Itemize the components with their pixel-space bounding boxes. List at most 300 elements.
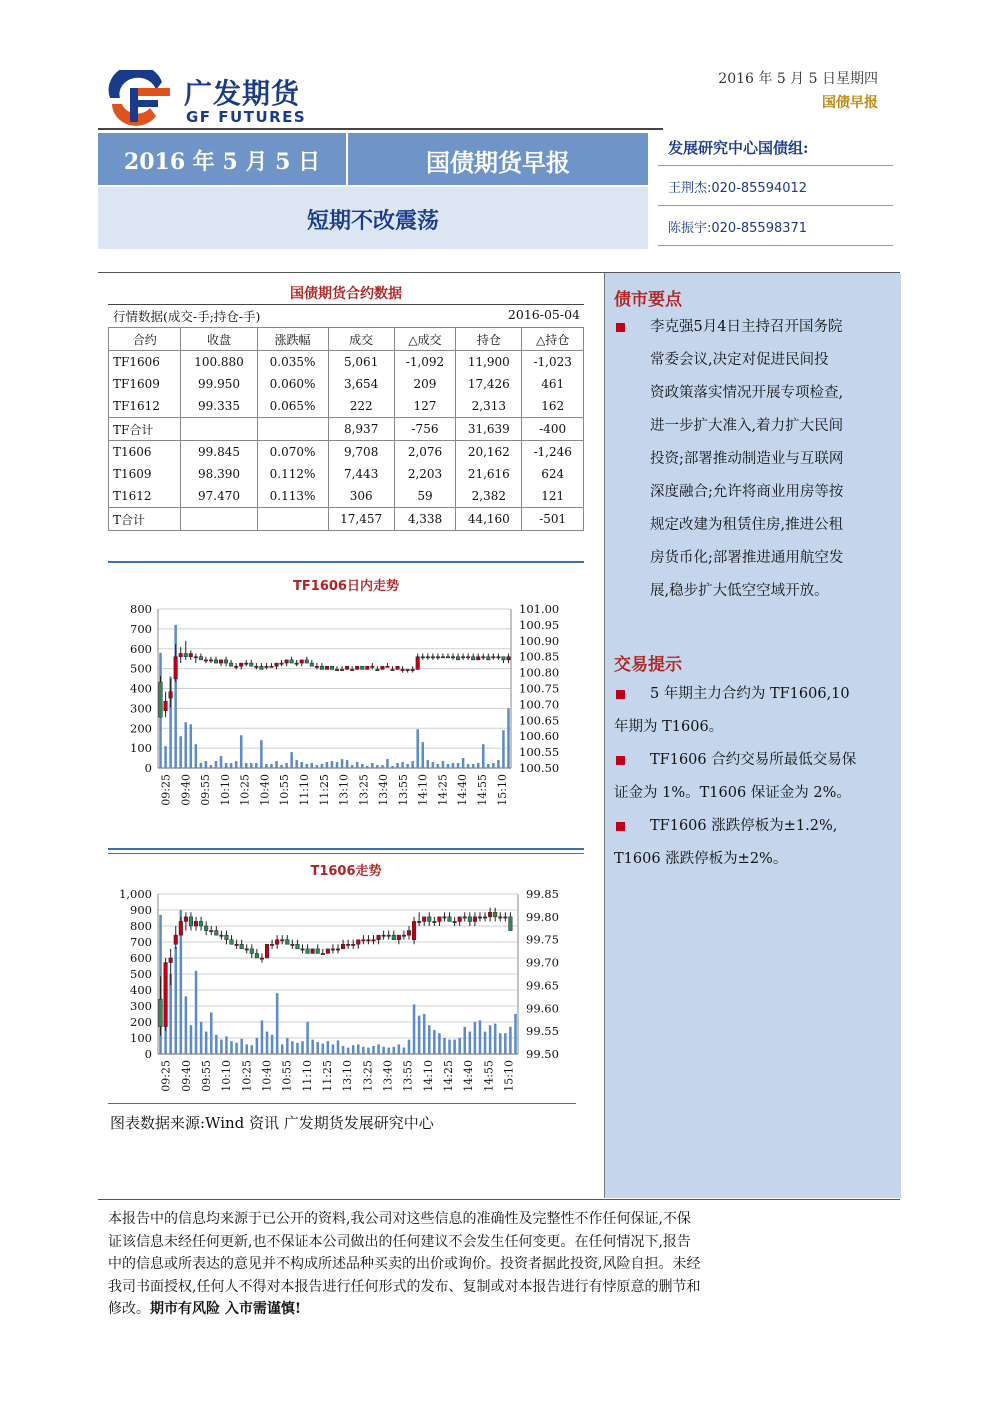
main-bottom-rule [98, 1199, 900, 1200]
contact-divider [658, 165, 893, 166]
table-cell: 98.390 [181, 463, 257, 485]
volume-bar [482, 744, 485, 768]
volume-bar [367, 1048, 370, 1054]
y2-tick-label: 101.00 [519, 602, 560, 616]
table-cell: -501 [522, 508, 584, 531]
x-tick-label: 14:10 [416, 774, 430, 806]
volume-bar [291, 1041, 294, 1054]
candle-body [468, 917, 472, 922]
candle-body [179, 921, 183, 935]
volume-bar [428, 1025, 431, 1054]
candle-body [396, 666, 400, 669]
trading-tip-line [614, 810, 896, 843]
x-tick-label: 13:10 [337, 774, 351, 806]
y-tick-label: 0 [144, 761, 152, 775]
volume-bar [499, 1033, 502, 1054]
table-cell: -756 [394, 418, 456, 441]
candle-body [498, 917, 502, 918]
candle-body [179, 654, 183, 657]
x-tick-label: 09:55 [199, 1060, 213, 1092]
table-row [109, 395, 584, 418]
table-subheader-left: 行情数据(成交-手;持仓-手) [113, 309, 261, 324]
trading-tip-line [614, 744, 896, 777]
y-tick-label: 600 [130, 951, 152, 965]
candle-body [204, 660, 208, 661]
y-tick-label: 100 [130, 741, 152, 756]
table-cell: 121 [522, 485, 584, 508]
candle-body [306, 949, 310, 954]
candle-body [215, 931, 219, 936]
volume-bar [265, 764, 268, 768]
candle-body [245, 949, 249, 950]
table-cell: 5,061 [328, 351, 394, 374]
table-cell: 3,654 [328, 373, 394, 395]
logo-english-name: GF FUTURES [186, 108, 307, 126]
y2-tick-label: 100.55 [519, 745, 560, 760]
candle-body [341, 944, 345, 949]
candle-body [220, 935, 224, 936]
x-tick-label: 14:40 [456, 774, 470, 806]
volume-bar [215, 1035, 218, 1054]
candle-body [392, 935, 396, 940]
candle-body [239, 663, 243, 666]
volume-bar [507, 708, 510, 768]
volume-bar [200, 763, 203, 768]
candle-body [255, 953, 259, 958]
volume-bar [458, 1038, 461, 1054]
y2-tick-label: 99.50 [526, 1047, 559, 1061]
y2-tick-label: 100.95 [519, 617, 560, 632]
volume-bar [391, 766, 394, 768]
candle-body [471, 657, 475, 660]
volume-bar [382, 1047, 385, 1054]
x-tick-label: 11:10 [297, 774, 311, 806]
table-title: 国债期货合约数据 [290, 286, 402, 302]
y-tick-label: 700 [130, 935, 152, 949]
candle-body [320, 666, 324, 669]
table-cell: 0.060% [257, 373, 328, 395]
x-tick-label: 14:25 [441, 1060, 455, 1092]
volume-bar [306, 1022, 309, 1054]
disclaimer-line [108, 1298, 868, 1321]
square-bullet-icon [616, 690, 625, 699]
table-cell: 0.113% [257, 485, 328, 508]
y2-tick-label: 99.80 [526, 909, 559, 924]
y-tick-label: 800 [130, 919, 152, 933]
volume-bar [457, 763, 460, 768]
candle-body [280, 663, 284, 664]
volume-bar [255, 763, 258, 768]
candle-body [174, 935, 178, 944]
volume-bar [326, 762, 329, 768]
trading-tip-line [614, 777, 896, 810]
table-row [109, 373, 584, 395]
bond-point-line [614, 509, 896, 542]
table-cell: T1606 [109, 441, 181, 464]
bond-point-text: 李克强5月4日主持召开国务院 [650, 319, 843, 335]
candle-body [360, 666, 364, 669]
candle-body [381, 666, 385, 669]
risk-warning: 期市有风险 入市需谨慎! [150, 1301, 302, 1317]
candle-body [275, 940, 279, 945]
x-tick-label: 11:10 [300, 1060, 314, 1092]
volume-bar [205, 761, 208, 768]
candle-body [427, 917, 431, 922]
candle-body [466, 657, 470, 658]
candle-body [416, 657, 420, 670]
table-cell: 99.845 [181, 441, 257, 464]
bond-market-points [614, 311, 896, 608]
candle-body [436, 657, 440, 658]
candle-body [355, 666, 359, 669]
candle-body [280, 940, 284, 941]
volume-bar [296, 1043, 299, 1054]
volume-bar [448, 1040, 451, 1054]
volume-bar [393, 1047, 396, 1054]
table-cell [181, 418, 257, 441]
volume-bar [230, 1041, 233, 1054]
volume-bar [179, 736, 182, 768]
candle-body [270, 666, 274, 667]
y-tick-label: 400 [130, 983, 152, 997]
x-tick-label: 13:25 [361, 1060, 375, 1092]
candle-body [509, 917, 513, 931]
table-cell: 59 [394, 485, 456, 508]
candle-body [386, 666, 390, 667]
volume-bar [361, 764, 364, 768]
table-cell: -1,246 [522, 441, 584, 464]
bond-point-text: 规定改建为租赁住房,推进公租 [650, 517, 844, 533]
volume-bar [321, 764, 324, 768]
candle-body [448, 917, 452, 922]
y2-tick-label: 100.75 [519, 681, 560, 696]
candle-body [366, 666, 370, 669]
y2-tick-label: 99.60 [526, 1001, 559, 1016]
volume-bar [281, 1044, 284, 1054]
volume-bar [408, 1040, 411, 1054]
candle-body [336, 949, 340, 950]
table-row [109, 418, 584, 441]
volume-bar [230, 763, 233, 768]
candle-body [219, 660, 223, 663]
chart2-top-rule-2 [108, 853, 584, 854]
x-tick-label: 13:55 [396, 774, 410, 806]
volume-bar [195, 744, 198, 768]
table-cell: 624 [522, 463, 584, 485]
volume-bar [174, 947, 177, 1054]
candle-body [235, 944, 239, 945]
table-cell: 2,203 [394, 463, 456, 485]
table-cell: 11,900 [456, 351, 522, 374]
bond-market-title: 债市要点 [614, 290, 682, 310]
candle-body [362, 940, 366, 941]
x-tick-label: 13:10 [341, 1060, 355, 1092]
square-bullet-icon [616, 822, 625, 831]
x-tick-label: 11:25 [320, 1060, 334, 1092]
bond-point-text: 常委会议,决定对促进民间投 [650, 352, 829, 368]
volume-bar [346, 760, 349, 768]
volume-bar [423, 1014, 426, 1054]
volume-bar [442, 761, 445, 768]
table-cell: 8,937 [328, 418, 394, 441]
table-cell: 222 [328, 395, 394, 418]
bond-point-line [614, 410, 896, 443]
y2-tick-label: 100.80 [519, 665, 560, 680]
candle-body [335, 669, 339, 670]
volume-bar [453, 1040, 456, 1054]
volume-bar [433, 1030, 436, 1054]
volume-bar [502, 730, 505, 768]
volume-bar [270, 764, 273, 768]
candle-body [357, 940, 361, 945]
y2-tick-label: 99.85 [526, 887, 559, 901]
team-name: 发展研究中心国债组: [668, 139, 809, 157]
table-cell: T1609 [109, 463, 181, 485]
table-cell [181, 508, 257, 531]
bond-point-text: 进一步扩大准入,着力扩大民间 [650, 418, 844, 434]
volume-bar [220, 1040, 223, 1054]
candle-body [504, 917, 508, 918]
x-tick-label: 10:55 [278, 774, 292, 806]
table-cell: 99.335 [181, 395, 257, 418]
volume-bar [484, 1032, 487, 1054]
y2-tick-label: 100.85 [519, 649, 560, 664]
volume-bar [403, 1048, 406, 1054]
y2-tick-label: 100.60 [519, 729, 560, 744]
candle-body [417, 921, 421, 922]
disclaimer-line: 中的信息或所表达的意见并不构成所述品种买卖的出价或询价。投资者据此投资,风险自担。未经 [108, 1256, 701, 1272]
trading-tip-text: 年期为 T1606。 [614, 719, 724, 735]
volume-bar [356, 762, 359, 768]
y-tick-label: 200 [130, 721, 152, 736]
table-cell: 2,076 [394, 441, 456, 464]
table-cell: 0.035% [257, 351, 328, 374]
volume-bar [337, 1040, 340, 1054]
y2-tick-label: 99.55 [526, 1024, 559, 1039]
table-cell: 0.070% [257, 441, 328, 464]
trading-tip-text: 证金为 1%。T1606 保证金为 2%。 [614, 785, 851, 801]
volume-bar [411, 761, 414, 768]
candle-body [422, 917, 426, 922]
candle-body [451, 657, 455, 658]
candle-body [311, 949, 315, 954]
candle-body [478, 917, 482, 918]
column-header: 收盘 [181, 328, 257, 351]
volume-bar [210, 765, 213, 768]
candle-body [376, 669, 380, 670]
x-tick-label: 13:40 [381, 1060, 395, 1092]
candle-body [463, 917, 467, 918]
candle-body [204, 926, 208, 931]
x-tick-label: 14:55 [482, 1060, 496, 1092]
candle-body [391, 669, 395, 670]
candle-body [387, 935, 391, 936]
volume-bar [342, 1046, 345, 1054]
candle-body [199, 657, 203, 660]
candle-body [326, 949, 330, 954]
volume-bar [398, 1044, 401, 1054]
volume-bar [316, 1042, 319, 1054]
bond-point-text: 投资;部署推动制造业与互联网 [650, 451, 844, 467]
chart1-top-rule [108, 561, 584, 563]
volume-bar [215, 761, 218, 768]
candle-body [265, 944, 269, 958]
candle-body [184, 917, 188, 922]
y-tick-label: 300 [130, 701, 152, 716]
candle-body [230, 940, 234, 945]
table-cell [257, 418, 328, 441]
volume-bar [387, 1048, 390, 1054]
volume-bar [509, 1027, 512, 1054]
trading-tips [614, 678, 896, 876]
candle-body [487, 657, 491, 660]
y-tick-label: 400 [130, 681, 152, 696]
disclaimer-line: 证该信息未经任何更新,也不保证本公司做出的任何建议不会发生任何变更。在任何情况下,报告 [108, 1233, 691, 1250]
table-cell: 9,708 [328, 441, 394, 464]
volume-bar [190, 1025, 193, 1054]
header-divider [98, 128, 663, 130]
x-tick-label: 11:25 [317, 774, 331, 806]
x-tick-label: 14:55 [475, 774, 489, 806]
volume-bar [190, 724, 193, 768]
volume-bar [245, 1044, 248, 1054]
volume-bar [371, 763, 374, 768]
volume-bar [357, 1044, 360, 1054]
candle-body [184, 654, 188, 657]
candle-body [412, 921, 416, 939]
table-cell: TF1606 [109, 351, 181, 374]
candle-body [350, 669, 354, 670]
bond-point-line [614, 443, 896, 476]
table-cell: 7,443 [328, 463, 394, 485]
candle-body [345, 666, 349, 669]
candle-body [159, 682, 163, 717]
volume-bar [352, 1045, 355, 1054]
volume-bar [195, 971, 198, 1054]
candle-body [174, 657, 178, 679]
trading-tip-line [614, 843, 896, 876]
candle-body [367, 940, 371, 941]
chart1-title: TF1606日内走势 [293, 579, 399, 594]
candle-body [260, 958, 264, 959]
table-cell: 44,160 [456, 508, 522, 531]
bond-point-line [614, 476, 896, 509]
table-cell: T合计 [109, 508, 181, 531]
candle-body [295, 663, 299, 664]
trading-tip-line [614, 678, 896, 711]
volume-bar [514, 1014, 517, 1054]
x-tick-label: 09:40 [179, 1060, 193, 1092]
candle-body [164, 701, 168, 711]
candle-body [169, 958, 173, 963]
candle-body [290, 660, 294, 663]
header-date: 2016 年 5 月 5 日星期四 [718, 71, 878, 87]
volume-bar [261, 1020, 264, 1054]
table-cell: 2,382 [456, 485, 522, 508]
volume-bar [497, 760, 500, 768]
column-header: 成交 [328, 328, 394, 351]
candle-body [244, 663, 248, 664]
candle-body [331, 949, 335, 950]
trading-tip-text: 5 年期主力合约为 TF1606,10 [650, 686, 850, 702]
y-tick-label: 300 [130, 999, 152, 1013]
candle-body [260, 666, 264, 669]
candle-body [456, 657, 460, 660]
candle-body [493, 912, 497, 917]
x-tick-label: 10:55 [280, 1060, 294, 1092]
candle-body [481, 657, 485, 658]
candle-body [325, 666, 329, 669]
bond-point-line [614, 311, 896, 344]
volume-bar [240, 1039, 243, 1054]
candle-body [453, 921, 457, 922]
bond-point-line [614, 344, 896, 377]
volume-bar [327, 1041, 330, 1054]
candle-body [483, 917, 487, 918]
y-tick-label: 200 [130, 1015, 152, 1029]
volume-bar [275, 761, 278, 768]
y2-tick-label: 100.65 [519, 713, 560, 728]
table-row [109, 508, 584, 531]
table-title-rule [108, 304, 584, 305]
y-tick-label: 1,000 [119, 887, 152, 901]
table-cell: 17,457 [328, 508, 394, 531]
candle-body [305, 660, 309, 663]
candle-body [443, 917, 447, 918]
logo-mark-icon [104, 70, 178, 126]
volume-bar [245, 763, 248, 768]
chart2-top-rule [108, 848, 584, 850]
y2-tick-label: 100.50 [519, 761, 560, 775]
source-note: 图表数据来源:Wind 资讯 广发期货发展研究中心 [110, 1114, 434, 1132]
candle-body [209, 931, 213, 932]
logo-chinese-name: 广发期货 [184, 77, 301, 110]
volume-bar [377, 1044, 380, 1054]
volume-bar [381, 765, 384, 768]
table-cell: TF1612 [109, 395, 181, 418]
table-cell: 2,313 [456, 395, 522, 418]
volume-bar [421, 742, 424, 768]
trading-tip-line [614, 711, 896, 744]
candle-body [507, 657, 511, 660]
candle-body [346, 944, 350, 945]
volume-bar [225, 1036, 228, 1054]
header-report-name: 国债早报 [822, 95, 878, 111]
candle-body [492, 657, 496, 658]
y-tick-label: 100 [130, 1031, 152, 1045]
volume-bar [185, 996, 188, 1054]
volume-bar [200, 1022, 203, 1054]
volume-bar [413, 1004, 416, 1054]
table-cell: 100.880 [181, 351, 257, 374]
candle-body [250, 949, 254, 954]
volume-bar [438, 1033, 441, 1054]
volume-bar [235, 761, 238, 768]
volume-bar [432, 762, 435, 768]
contact-divider [658, 205, 893, 206]
candle-body [291, 944, 295, 945]
volume-bar [276, 993, 279, 1054]
candle-body [194, 657, 198, 658]
x-tick-label: 10:10 [220, 1060, 234, 1092]
y2-tick-label: 99.70 [526, 955, 559, 970]
candle-body [371, 666, 375, 667]
volume-bar [406, 764, 409, 768]
volume-bar [487, 764, 490, 768]
column-header: △成交 [394, 328, 456, 351]
table-row [109, 463, 584, 485]
table-cell: T1612 [109, 485, 181, 508]
